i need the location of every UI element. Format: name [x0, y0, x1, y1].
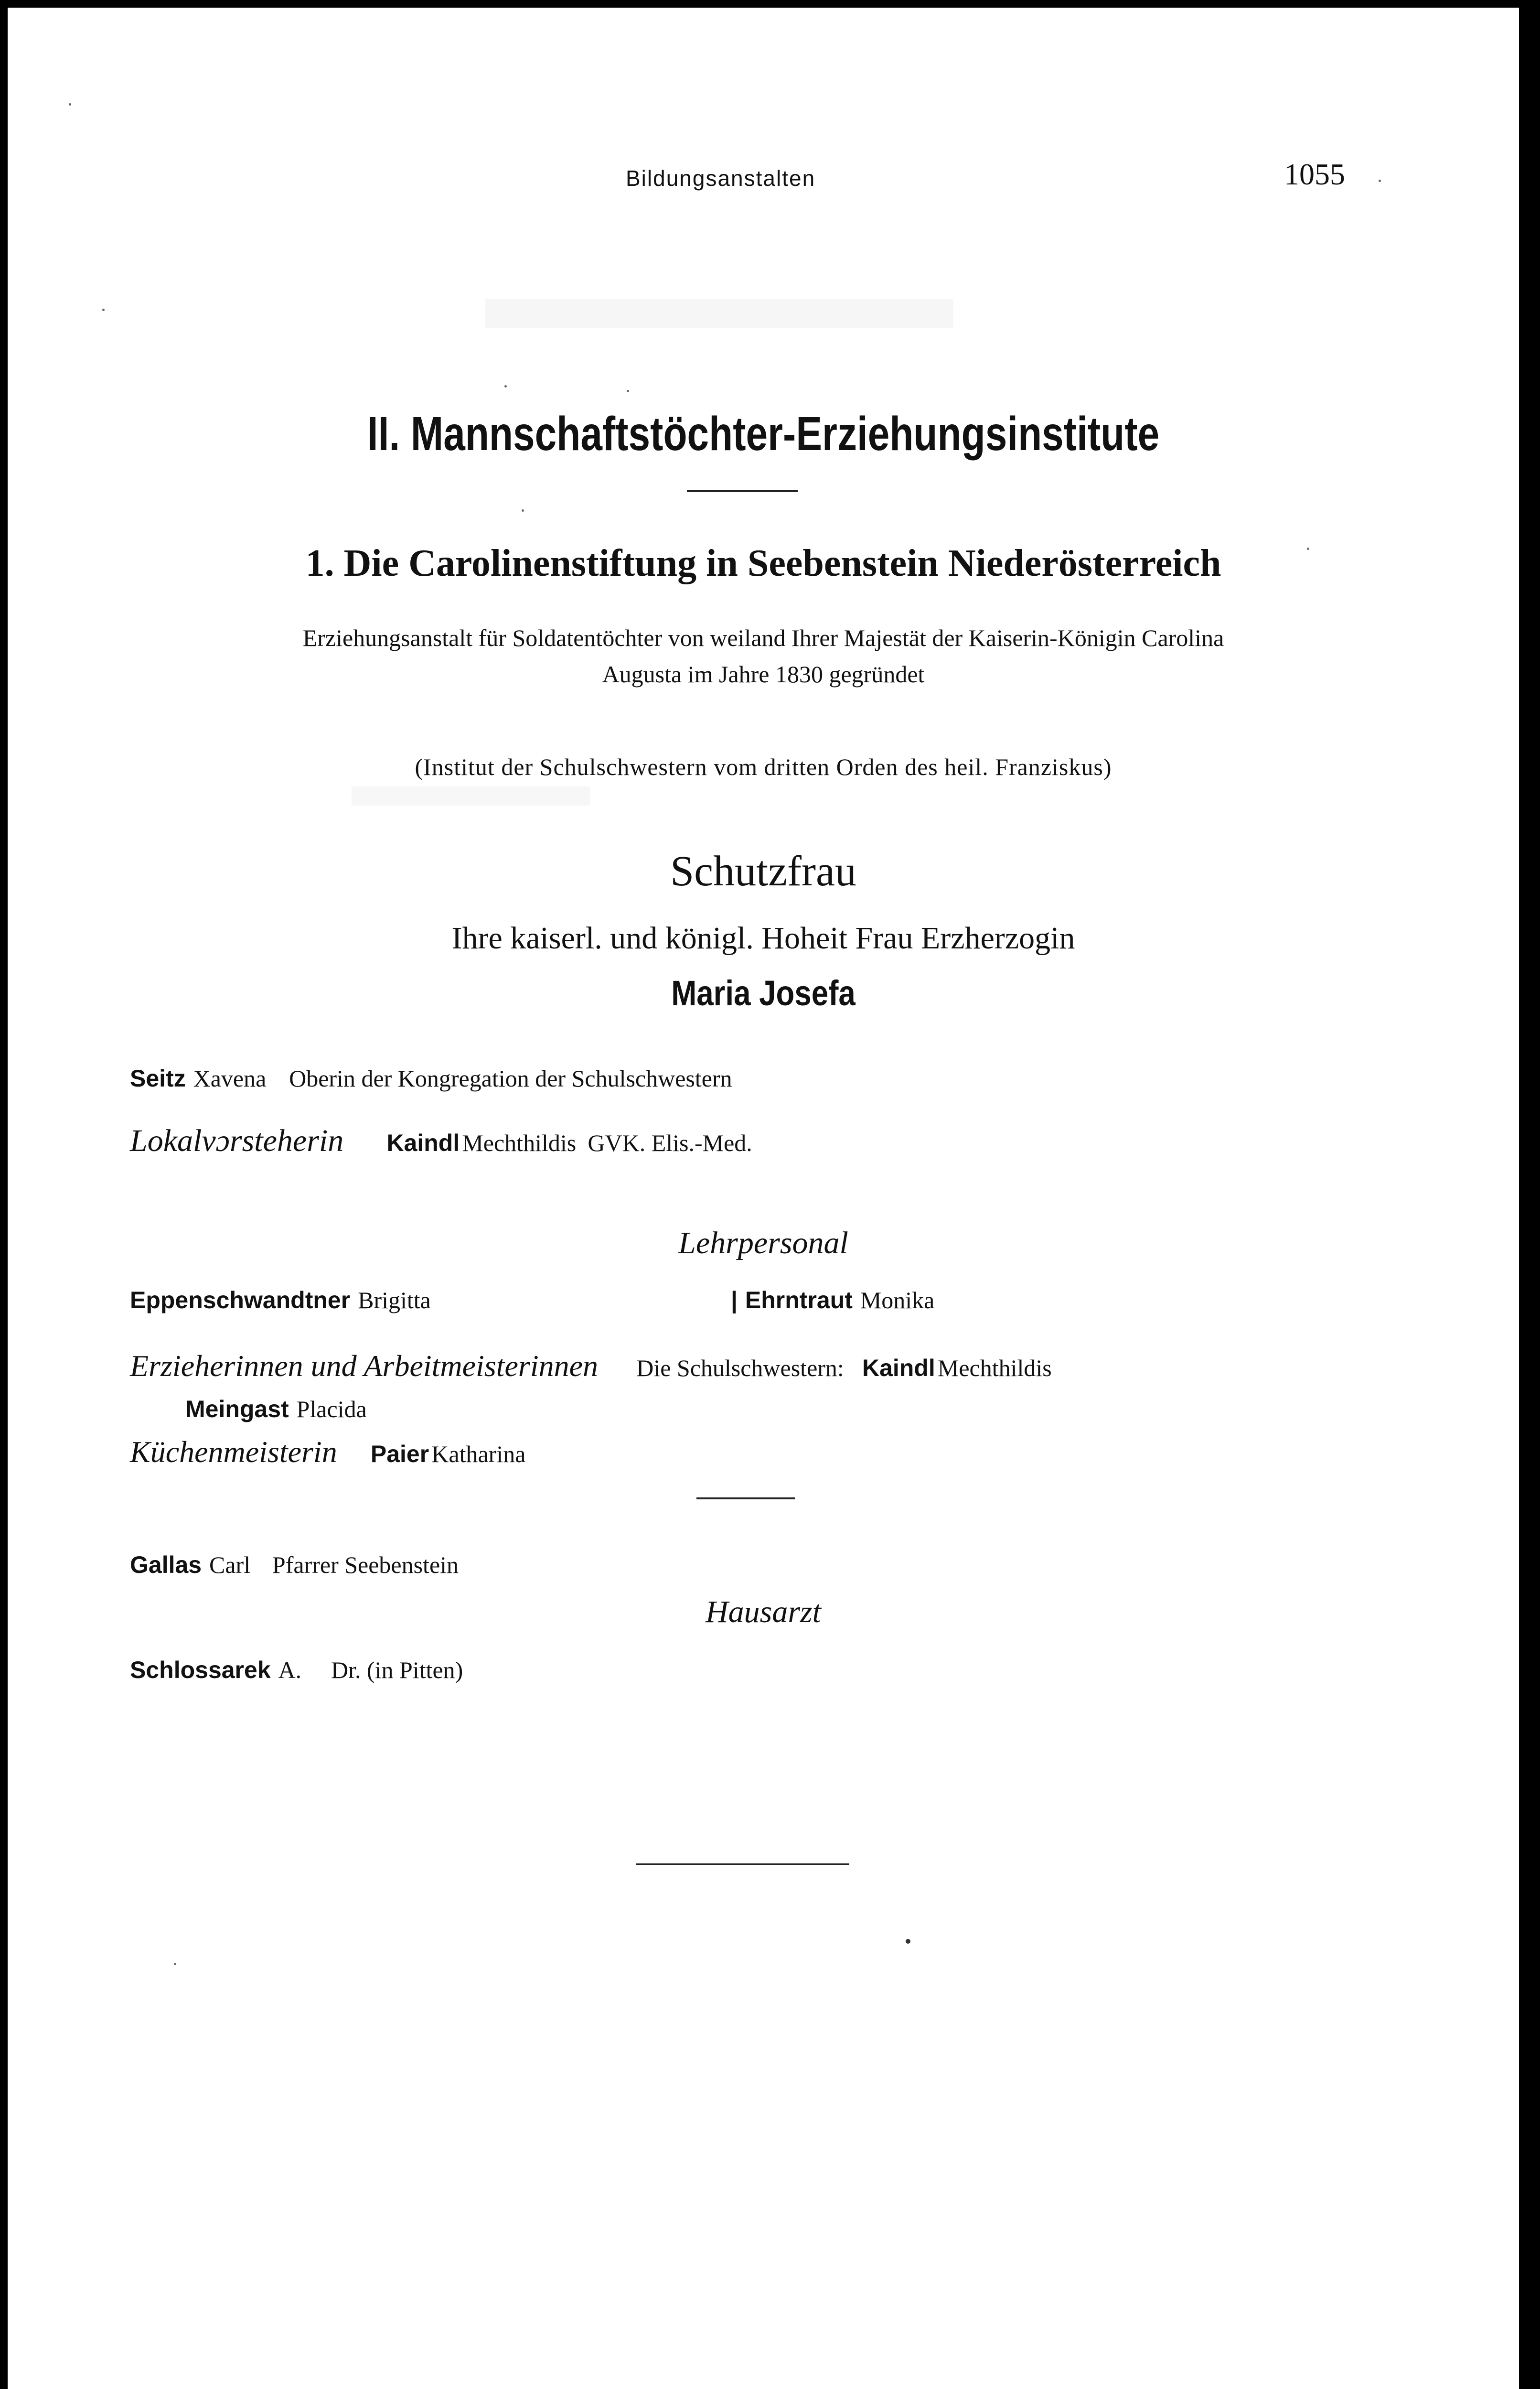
print-speck — [627, 390, 629, 392]
kitchen-label: Küchenmeisterin — [130, 1435, 337, 1469]
kitchen-entry — [130, 1434, 525, 1470]
local-head-surname: Kaindl — [386, 1130, 460, 1156]
educator-given: Placida — [296, 1396, 367, 1422]
patroness-title-line: Ihre kaiserl. und königl. Hoheit Frau Erzherzogin — [451, 921, 1075, 956]
teaching-staff-heading: Lehrpersonal — [678, 1226, 848, 1260]
staff-separator: | — [731, 1287, 738, 1313]
kitchen-surname: Paier — [370, 1441, 429, 1467]
pastor-given: Carl — [209, 1551, 251, 1578]
pastor-entry — [130, 1551, 459, 1579]
order-note: (Institut der Schulschwestern vom dritten Orden des heil. Franziskus) — [415, 753, 1112, 780]
superior-role: Oberin der Kongregation der Schulschwestern — [289, 1065, 732, 1092]
bleed-through-shadow — [352, 786, 590, 806]
print-speck — [174, 1963, 176, 1965]
superior-entry — [130, 1065, 732, 1092]
patroness-name: Maria Josefa — [671, 973, 856, 1013]
superior-given: Xavena — [193, 1065, 267, 1092]
print-speck — [504, 385, 507, 387]
print-speck — [69, 103, 71, 106]
pastor-surname: Gallas — [130, 1551, 202, 1578]
print-speck — [1307, 548, 1309, 550]
educator-surname: Kaindl — [862, 1355, 935, 1381]
document-page — [8, 8, 1519, 2389]
institution-description: Erziehungsanstalt für Soldatentöchter von weiland Ihrer Majestät der Kaiserin-Königin Carolina — [302, 624, 1224, 651]
institution-description-cont: Augusta im Jahre 1830 gegründet — [602, 661, 925, 688]
section-divider — [687, 490, 798, 492]
page-end-divider — [636, 1863, 849, 1865]
print-speck — [906, 1939, 910, 1944]
staff-given: Brigitta — [358, 1287, 431, 1313]
staff-given: Monika — [860, 1287, 935, 1313]
educators-entry-cont — [185, 1395, 367, 1423]
staff-surname: Eppenschwandtner — [130, 1287, 351, 1313]
running-title: Bildungsanstalten — [626, 166, 816, 191]
physician-given: A. — [278, 1657, 302, 1683]
educator-surname: Meingast — [185, 1396, 289, 1422]
local-head-label: Lokalvɔrsteherin — [130, 1123, 344, 1158]
local-head-entry — [130, 1123, 752, 1159]
institution-heading: 1. Die Carolinenstiftung in Seebenstein Niederösterreich — [305, 542, 1221, 584]
pastor-role: Pfarrer Seebenstein — [272, 1551, 459, 1578]
educator-given: Mechthildis — [937, 1355, 1052, 1381]
educators-intro: Die Schulschwestern: — [636, 1355, 844, 1381]
patroness-heading: Schutzfrau — [670, 848, 856, 895]
teaching-staff-left — [130, 1286, 431, 1314]
local-head-given: Mechthildis — [462, 1130, 577, 1156]
superior-surname: Seitz — [130, 1065, 186, 1092]
teaching-staff-right — [731, 1286, 934, 1314]
physician-surname: Schlossarek — [130, 1657, 271, 1683]
entries-divider — [696, 1497, 795, 1499]
physician-heading: Hausarzt — [705, 1594, 822, 1629]
section-title: II. Mannschaftstöchter-Erziehungsinstitute — [367, 407, 1160, 461]
bleed-through-shadow — [485, 299, 953, 328]
physician-role: Dr. (in Pitten) — [331, 1657, 463, 1683]
page-number: 1055 — [1284, 157, 1345, 191]
print-speck — [522, 509, 524, 512]
staff-surname: Ehrntraut — [745, 1287, 853, 1313]
educators-label: Erzieherinnen und Arbeitmeisterinnen — [130, 1349, 598, 1383]
educators-entry — [130, 1348, 1052, 1384]
print-speck — [1379, 180, 1381, 182]
kitchen-given: Katharina — [431, 1441, 526, 1467]
print-speck — [102, 309, 105, 311]
local-head-honours: GVK. Elis.-Med. — [588, 1130, 752, 1156]
physician-entry — [130, 1656, 463, 1684]
